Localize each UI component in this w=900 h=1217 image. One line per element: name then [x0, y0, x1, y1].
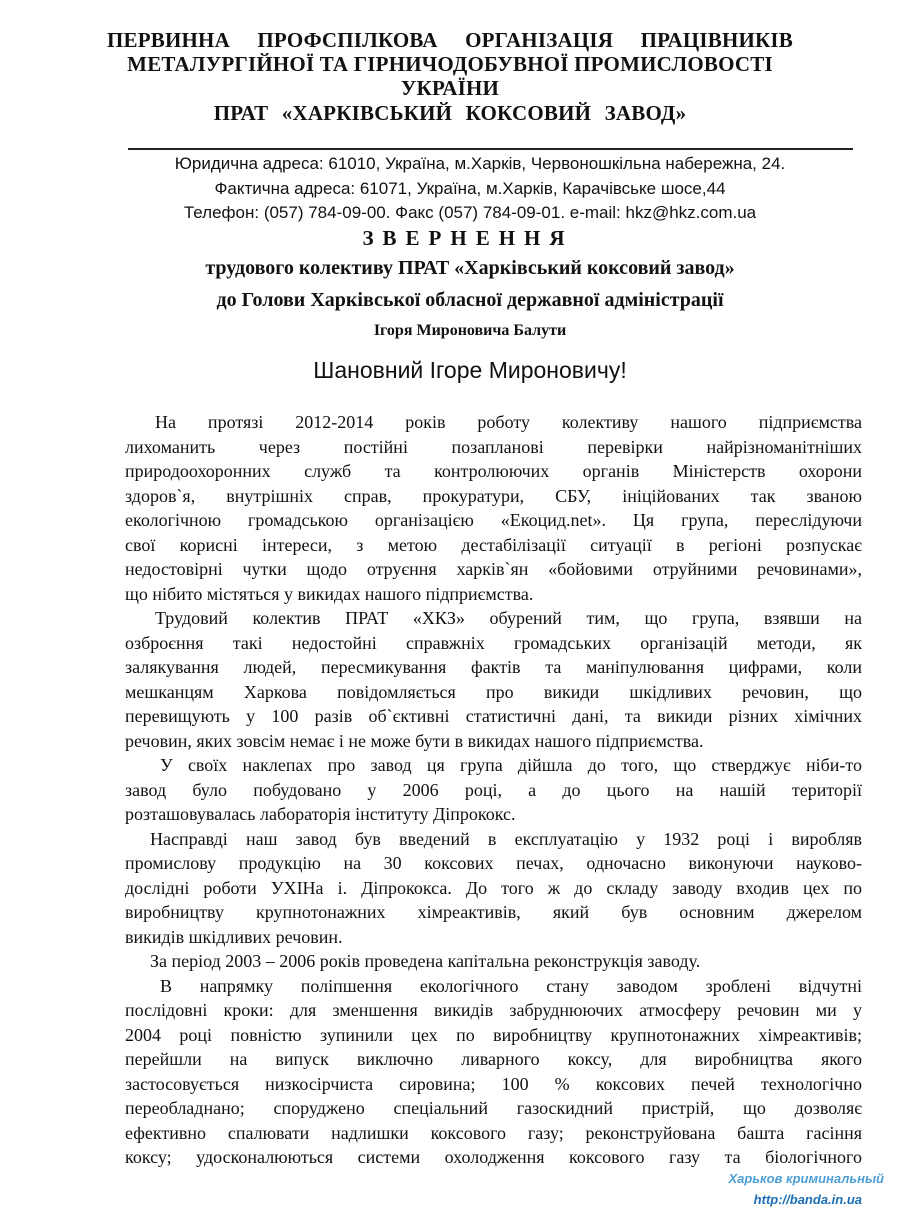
body-line: викидів шкідливих речовин. — [125, 926, 343, 947]
org-header-line-1: ПЕРВИННА ПРОФСПІЛКОВА ОРГАНІЗАЦІЯ ПРАЦІВНИКІВ — [106, 28, 794, 52]
body-line: розташовувалась лабораторія інституту Діпрококс. — [125, 804, 516, 824]
body-line: залякування людей, пересмикування фактів та маніпулювання цифрами, коли — [125, 657, 862, 677]
watermark-url: http://banda.in.ua — [753, 1192, 862, 1207]
body-line: коксу; удосконалюються системи охолодження коксового газу та біологічного — [125, 1147, 862, 1167]
document-subtitle-line-1: трудового колективу ПРАТ «Харківський коксовий завод» — [205, 257, 735, 279]
body-line: свої корисні інтереси, з метою дестабілізації ситуації в регіоні розпускає — [125, 534, 862, 555]
body-line: На протязі 2012-2014 років роботу колективу нашого підприємства — [155, 412, 862, 432]
body-line: перейшли на випуск виключно ливарного коксу, для виробництва якого — [125, 1049, 862, 1069]
actual-address: Фактична адреса: 61071, Україна, м.Харків, Карачівське шосе,44 — [214, 179, 726, 198]
document-subtitle-line-2: до Голови Харківської обласної державної адміністрації — [216, 289, 724, 311]
body-line: перевищують у 100 разів об`єктивні статистичні дані, та викиди різних хімічних — [125, 706, 862, 726]
body-line: екологічною громадською організацією «Екоцид.net». Ця група, переслідуючи — [125, 510, 862, 530]
body-line: мешканцям Харкова повідомляється про викиди шкідливих речовин, що — [125, 681, 862, 702]
body-line: дослідні роботи УХІНа і. Діпрококса. До того ж до складу заводу входив цех по — [125, 877, 862, 898]
salutation: Шановний Ігоре Мироновичу! — [313, 357, 627, 383]
body-line: В напрямку поліпшення екологічного стану заводом зроблені відчутні — [160, 975, 862, 996]
body-line: застосовується низкосірчиста сировина; 100 % коксових печей технологічно — [125, 1073, 862, 1094]
body-line: речовин, яких зовсім немає і не може бути в викидах нашого підприємства. — [125, 730, 704, 751]
legal-address: Юридична адреса: 61010, Україна, м.Харків, Червоношкільна набережна, 24. — [174, 154, 786, 173]
body-line: здоров`я, внутрішніх справ, прокуратури, СБУ, ініційованих так званою — [125, 485, 862, 506]
addressee-name: Ігоря Мироновича Балути — [373, 322, 567, 339]
org-header-line-2: МЕТАЛУРГІЙНОЇ ТА ГІРНИЧОДОБУВНОЇ ПРОМИСЛОВОСТІ — [127, 52, 773, 76]
body-line: переобладнано; споруджено спеціальний газоскидний пристрій, що дозволяє — [125, 1098, 862, 1118]
body-line: послідовні кроки: для зменшення викидів забруднюючих атмосферу речовин ми у — [125, 1000, 862, 1020]
body-line: У своїх наклепах про завод ця група дійшла до того, що стверджує ніби-то — [160, 755, 862, 775]
header-divider — [128, 148, 853, 150]
letter-body — [125, 410, 862, 1170]
contact-info: Телефон: (057) 784-09-00. Факс (057) 784-09-01. e-mail: hkz@hkz.com.ua — [183, 203, 757, 222]
body-line: недостовірні чутки щодо отруєння харків`ян «бойовими отруйними речовинами», — [125, 559, 862, 579]
body-line: озброєння такі недостойні справжніх громадських організацій методи, як — [125, 632, 862, 653]
body-line: лихоманить через постійні позапланові перевірки найрізноманітніших — [125, 436, 862, 457]
body-line: 2004 році повністю зупинили цех по виробництву крупнотонажних хімреактивів; — [125, 1024, 862, 1045]
body-line: Насправді наш завод був введений в експлуатацію у 1932 році і виробляв — [150, 828, 862, 849]
body-line: ефективно спалювати надлишки коксового газу; реконструйована башта гасіння — [125, 1122, 862, 1143]
document-title: ЗВЕРНЕННЯ — [362, 226, 574, 250]
org-header-line-3: УКРАЇНИ — [400, 76, 500, 100]
body-line: природоохоронних служб та контролюючих органів Міністерств охорони — [125, 461, 862, 481]
body-line: що нібито містяться у викидах нашого підприємства. — [125, 583, 534, 604]
org-header-line-4: ПРАТ «ХАРКІВСЬКИЙ КОКСОВИЙ ЗАВОД» — [213, 101, 687, 125]
body-line: Трудовий колектив ПРАТ «ХКЗ» обурений тим, що група, взявши на — [155, 608, 862, 628]
body-line: За період 2003 – 2006 років проведена капітальна реконструкція заводу. — [150, 951, 701, 971]
body-line: промислову продукцію на 30 коксових печах, одночасно виконуючи науково- — [125, 853, 862, 873]
body-line: завод було побудовано у 2006 році, а до цього на нашій території — [125, 779, 862, 800]
watermark-site-name: Харьков криминальный — [728, 1171, 884, 1186]
body-line: виробництву крупнотонажних хімреактивів, який був основним джерелом — [125, 902, 862, 922]
